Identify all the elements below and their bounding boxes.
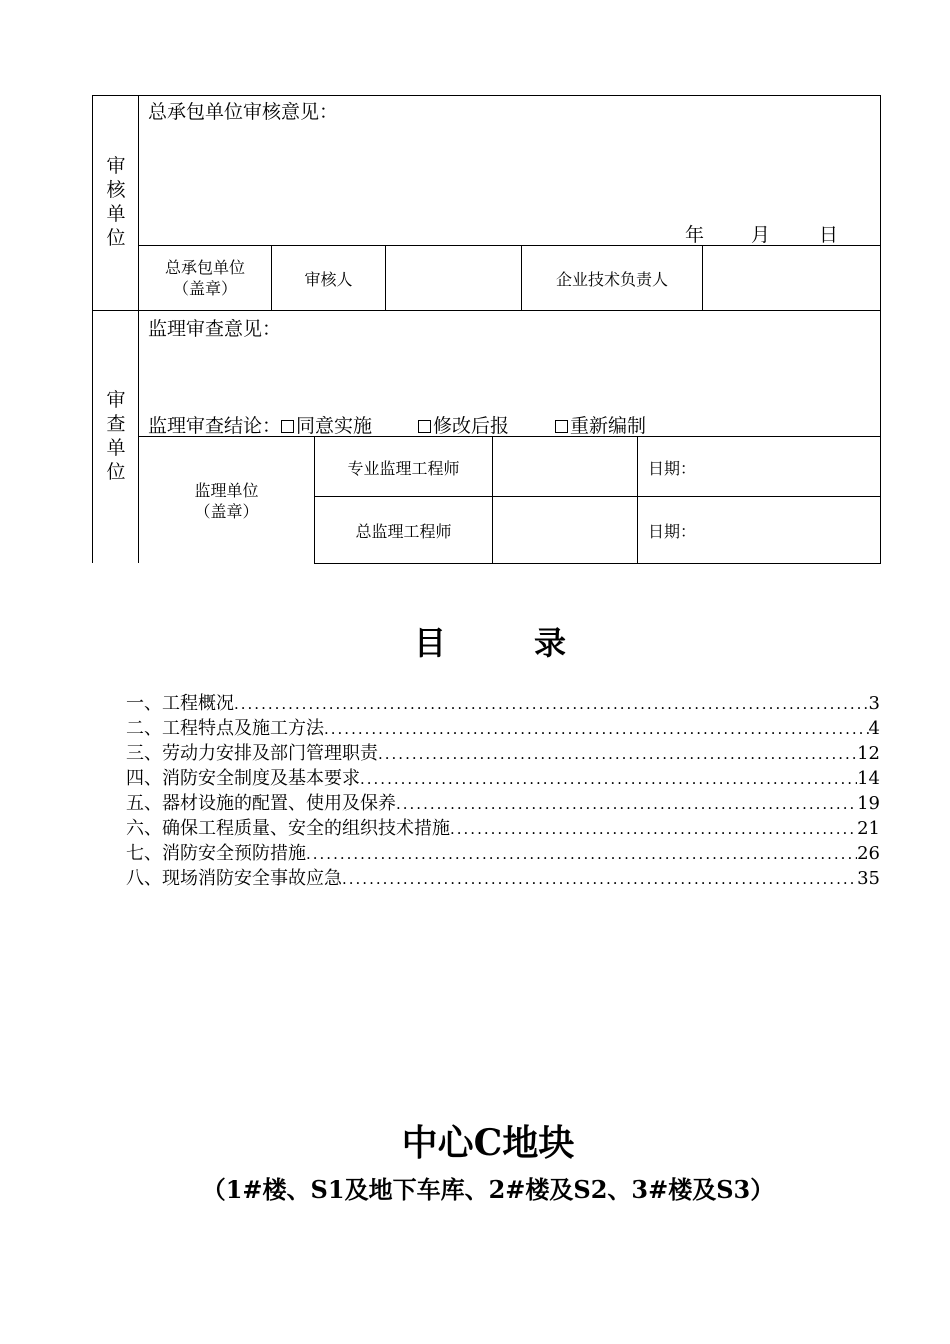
toc-item-title: 六、确保工程质量、安全的组织技术措施	[126, 818, 450, 839]
toc-leader	[396, 795, 857, 813]
project-scope: （1#楼、S1及地下车库、2#楼及S2、3#楼及S3）	[201, 1175, 775, 1204]
inspect-opinion-label: 监理审查意见：	[148, 318, 282, 340]
side-char: 审	[106, 389, 126, 411]
table-border-right	[880, 95, 881, 563]
toc-item-title: 五、器材设施的配置、使用及保养	[126, 793, 396, 814]
engineer-label: 专业监理工程师	[347, 459, 460, 478]
toc-item-title: 八、现场消防安全事故应急	[126, 868, 342, 889]
supervisor-unit-cell	[139, 480, 314, 522]
chief-engineer-label: 总监理工程师	[355, 522, 452, 541]
toc-leader	[324, 720, 869, 738]
checkbox-icon[interactable]	[418, 420, 431, 433]
toc-item[interactable]	[126, 739, 880, 764]
contractor-unit-cell	[139, 257, 271, 299]
toc-item-page: 12	[857, 743, 880, 764]
contractor-unit-seal: （盖章）	[172, 279, 237, 298]
toc-title-char: 录	[534, 624, 567, 662]
toc-title-char: 目	[413, 624, 446, 662]
option-label: 同意实施	[296, 415, 373, 437]
toc-item[interactable]	[126, 689, 880, 714]
checkbox-icon[interactable]	[555, 420, 568, 433]
toc-list	[126, 689, 880, 889]
toc-item[interactable]	[126, 714, 880, 739]
option-approve[interactable]	[281, 411, 372, 438]
option-redo[interactable]	[555, 411, 646, 438]
table-border-top	[92, 95, 881, 96]
toc-leader	[360, 770, 857, 788]
toc-item[interactable]	[126, 764, 880, 789]
option-label: 修改后报	[433, 415, 510, 437]
toc-item-page: 26	[857, 843, 880, 864]
toc-leader	[450, 820, 857, 838]
toc-item-title: 一、工程概况	[126, 693, 234, 714]
side-char: 核	[106, 179, 126, 201]
inspect-conclusion-row	[148, 411, 646, 438]
review-opinion-label: 总承包单位审核意见：	[148, 101, 339, 123]
option-label: 重新编制	[570, 415, 647, 437]
project-name: 中心C地块	[401, 1122, 575, 1164]
supervisor-unit-seal: （盖章）	[194, 502, 259, 521]
supervisor-unit-label: 监理单位	[194, 481, 259, 500]
toc-item-page: 19	[857, 793, 880, 814]
table-line	[637, 436, 638, 563]
table-line	[492, 436, 493, 563]
contractor-unit-label: 总承包单位	[164, 258, 245, 277]
side-char: 位	[106, 227, 126, 249]
toc-item[interactable]	[126, 789, 880, 814]
toc-item-title: 四、消防安全制度及基本要求	[126, 768, 360, 789]
side-char: 查	[106, 413, 126, 435]
conclusion-label: 监理审查结论：	[148, 415, 282, 437]
toc-item-page: 14	[857, 768, 880, 789]
toc-item-page: 3	[868, 693, 880, 714]
toc-leader	[342, 870, 857, 888]
table-line	[385, 245, 386, 310]
toc-item-page: 35	[857, 868, 880, 889]
toc-item[interactable]	[126, 814, 880, 839]
date-day-label: 日	[819, 224, 839, 246]
table-line	[702, 245, 703, 310]
toc-item[interactable]	[126, 864, 880, 889]
toc-leader	[378, 745, 857, 763]
option-revise[interactable]	[418, 411, 509, 438]
toc-item-page: 21	[857, 818, 880, 839]
side-char: 单	[106, 437, 126, 459]
toc-item[interactable]	[126, 839, 880, 864]
toc-leader	[306, 845, 857, 863]
toc-title	[0, 618, 950, 664]
toc-item-title: 七、消防安全预防措施	[126, 843, 306, 864]
toc-item-title: 二、工程特点及施工方法	[126, 718, 324, 739]
toc-item-title: 三、劳动力安排及部门管理职责	[126, 743, 378, 764]
chief-date-label: 日期：	[648, 522, 697, 541]
checkbox-icon[interactable]	[281, 420, 294, 433]
side-char: 位	[106, 461, 126, 483]
table-border-left	[92, 95, 93, 563]
side-char: 审	[106, 155, 126, 177]
reviewer-label: 审核人	[304, 270, 353, 289]
tech-lead-label: 企业技术负责人	[555, 270, 668, 289]
date-month-label: 月	[751, 224, 771, 246]
toc-item-page: 4	[868, 718, 880, 739]
table-line	[92, 310, 881, 311]
date-year-label: 年	[685, 224, 705, 246]
engineer-date-label: 日期：	[648, 459, 697, 478]
toc-leader	[234, 695, 869, 713]
side-char: 单	[106, 203, 126, 225]
table-border-bottom	[314, 563, 881, 564]
table-line	[314, 496, 881, 497]
